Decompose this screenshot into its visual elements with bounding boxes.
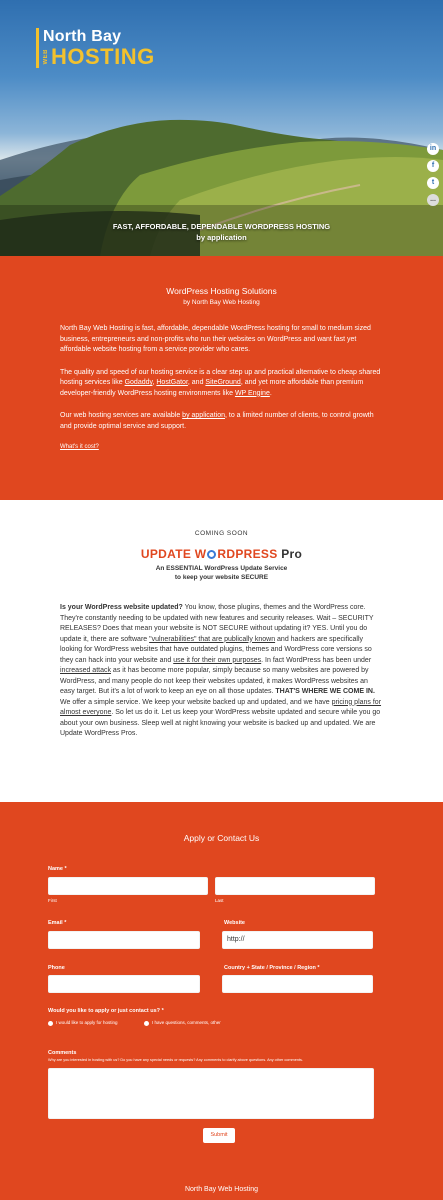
hero-tagline-main: FAST, AFFORDABLE, DEPENDABLE WORDPRESS HOSTING	[112, 222, 331, 231]
email-label: Email *	[48, 920, 67, 926]
vulnerabilities-link[interactable]: "vulnerabilities" that are publically known	[149, 635, 276, 643]
hero-banner	[0, 0, 443, 256]
update-text-5: We offer a simple service. We keep your website backed up and updated, and we have	[60, 698, 332, 706]
last-name-hint: Last	[215, 898, 224, 903]
uw-title-pro: Pro	[281, 547, 303, 561]
p2-sep-2: , and	[187, 379, 206, 386]
own-purposes-link[interactable]: use it for their own purposes	[173, 656, 262, 664]
solutions-subtitle: by North Bay Web Hosting	[183, 299, 260, 306]
apply-option-label: I would like to apply for hosting	[56, 1020, 118, 1025]
update-paragraph	[60, 603, 383, 740]
solutions-paragraph-3	[60, 411, 383, 432]
p2-text-a: The quality and speed of our hosting service is a clear step up and practical alternative to cheap shared hosting services like	[60, 368, 381, 386]
update-text-3: . In fact WordPress has been under	[261, 656, 372, 664]
more-share-icon[interactable]: ...	[427, 194, 439, 206]
questions-radio[interactable]	[144, 1021, 149, 1026]
gear-icon	[207, 550, 216, 559]
country-label: Country + State / Province / Region *	[224, 965, 320, 971]
solutions-section	[0, 256, 443, 500]
apply-option[interactable]	[48, 1020, 128, 1026]
last-name-input[interactable]	[215, 877, 375, 895]
p3-text-a: Our web hosting services are available	[60, 412, 183, 419]
update-wordpress-section	[0, 500, 443, 802]
siteground-link[interactable]: SiteGround	[205, 379, 241, 386]
update-subtitle-2: to keep your website SECURE	[174, 574, 269, 581]
contact-form-section	[0, 802, 443, 1200]
site-logo[interactable]	[36, 28, 155, 68]
solutions-paragraph-2	[60, 368, 383, 400]
update-text-1: You know, those plugins, themes and the WordPress core. They're constantly needing to be updated with new features and security releases. Wait – SECURITY RELEASES? Does that mean your website is NOT SECURE without updating it? YES. Until you do update it, there are software	[60, 604, 374, 643]
website-label: Website	[224, 920, 245, 926]
linkedin-icon[interactable]: in	[427, 143, 439, 155]
whats-it-cost-link[interactable]: What's it cost?	[60, 444, 99, 450]
comments-label: Comments	[48, 1050, 77, 1056]
hero-tagline	[0, 221, 443, 243]
update-bold-cta: THAT'S WHERE WE COME IN.	[275, 688, 375, 695]
godaddy-link[interactable]: Godaddy	[124, 379, 153, 386]
update-wordpress-logo	[60, 547, 383, 561]
form-title: Apply or Contact Us	[183, 833, 260, 843]
website-input[interactable]: http://	[222, 931, 373, 949]
update-text-4: as it has become more popular, simply because so many websites are powered by WordPress, and many people do not keep their websites updated, it makes WordPress websites an easy target. But it's a lot of work to keep an eye on all those updates.	[60, 667, 369, 695]
p3-text-b: , to a limited number of clients, to control growth and provide optimal service and support.	[60, 412, 374, 430]
uw-title-a: UPDATE W	[140, 547, 207, 561]
social-share-bar	[427, 143, 439, 206]
phone-label: Phone	[48, 965, 65, 971]
twitter-icon[interactable]: t	[427, 177, 439, 189]
wp-engine-link[interactable]: WP Engine	[234, 389, 270, 397]
increased-attack-link[interactable]: increased attack	[60, 667, 111, 674]
apply-question-label: Would you like to apply or just contact us? *	[48, 1008, 164, 1014]
logo-text-hosting: HOSTING	[51, 44, 155, 69]
hostgator-link[interactable]: HostGator	[156, 379, 188, 386]
first-name-hint: First	[48, 898, 57, 903]
update-subtitle	[60, 564, 383, 582]
p2-end: .	[269, 389, 272, 397]
facebook-icon[interactable]: f	[427, 160, 439, 172]
logo-bar	[36, 28, 39, 68]
questions-option[interactable]	[144, 1020, 224, 1026]
email-input[interactable]	[48, 931, 200, 949]
uw-title-b: RDPRESS	[217, 547, 278, 561]
apply-radio[interactable]	[48, 1021, 53, 1026]
comments-hint: Why are you interested in hosting with us? Do you have any special needs or requests? Any comments to clarify above questions. Any other comments.	[48, 1058, 303, 1062]
solutions-title: WordPress Hosting Solutions	[166, 286, 277, 296]
pricing-plans-link[interactable]: pricing plans for almost everyone	[60, 698, 382, 716]
coming-soon-label: COMING SOON	[194, 530, 249, 537]
p2-sep-1: ,	[152, 379, 157, 386]
questions-option-label: I have questions, comments, other	[152, 1020, 221, 1025]
hero-tagline-sub: by application	[196, 233, 247, 242]
update-subtitle-1: An ESSENTIAL WordPress Update Service	[155, 565, 288, 572]
p2-text-b: , and yet more affordable than premium developer-friendly WordPress hosting environments like	[60, 379, 364, 397]
logo-text-web: WEB	[43, 49, 49, 65]
update-text-2: and hackers are specifically looking for WordPress websites that have outdated plugins, themes and WordPress core versions so they can hack into your website and	[60, 635, 372, 664]
submit-button[interactable]: Submit	[203, 1128, 235, 1143]
by-application-link[interactable]: by application	[182, 412, 225, 419]
update-text-6: . So let us do it. Let us keep your WordPress website updated and secure while you go about your own business. Sleep well at night knowing your website is backed up and updated. We are Update WordPress Pros.	[60, 709, 381, 737]
update-question: Is your WordPress website updated?	[60, 604, 183, 611]
phone-input[interactable]	[48, 975, 200, 993]
logo-text-north-bay: North Bay	[43, 28, 122, 45]
first-name-input[interactable]	[48, 877, 208, 895]
footer-text: North Bay Web Hosting	[184, 1186, 258, 1193]
country-input[interactable]	[222, 975, 373, 993]
name-label: Name *	[48, 866, 67, 872]
solutions-paragraph-1: North Bay Web Hosting is fast, affordable, dependable WordPress hosting for small to medium sized business, entrepreneurs and non-profits who run their websites on WordPress and want fast yet affordable website hosting from a service provider who cares.	[60, 325, 371, 353]
comments-textarea[interactable]	[48, 1068, 374, 1119]
